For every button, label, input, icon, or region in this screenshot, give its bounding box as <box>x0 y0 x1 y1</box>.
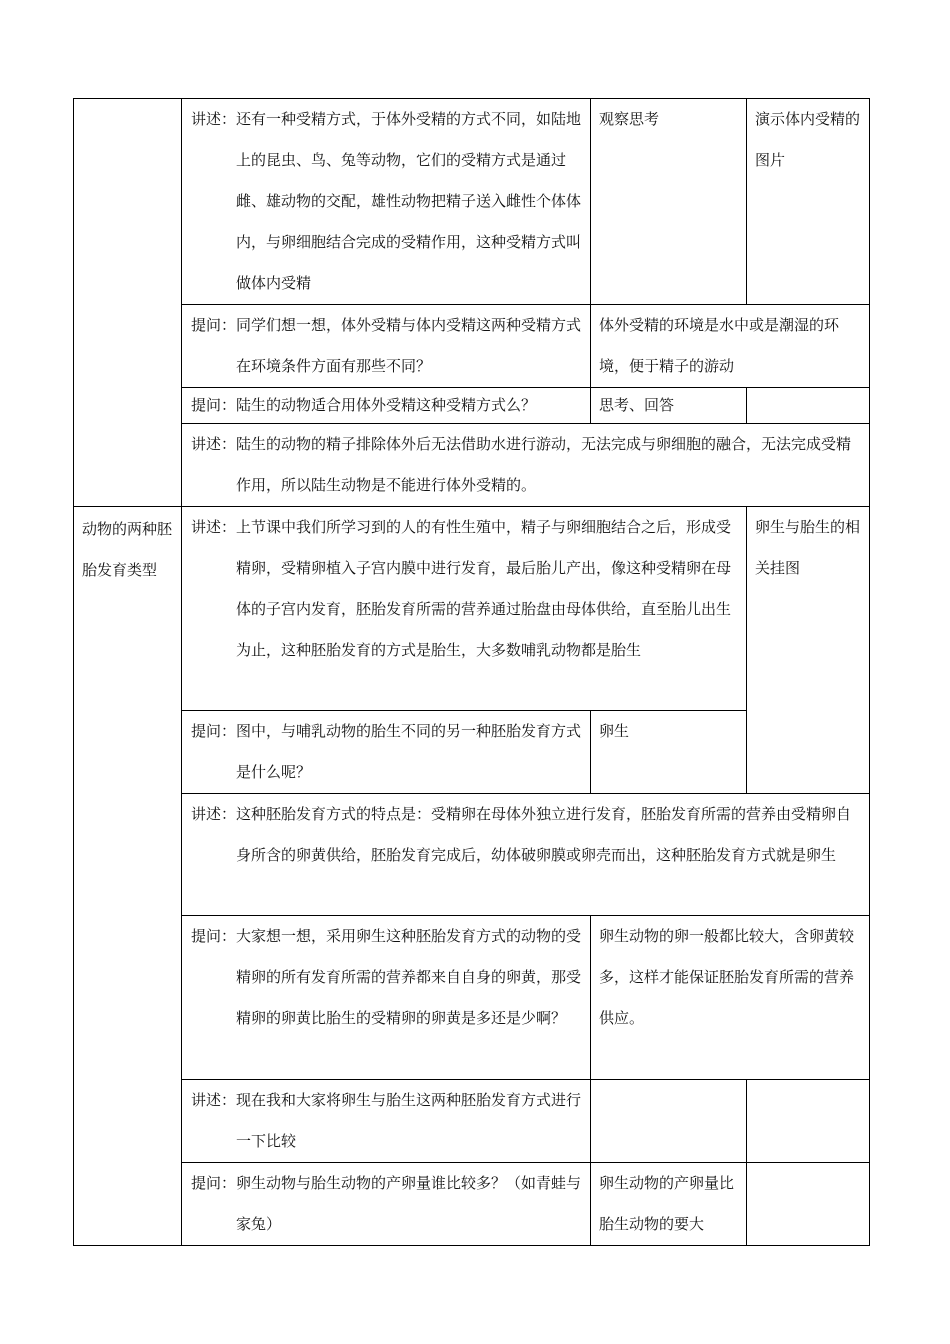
teacher-cell <box>182 424 870 507</box>
row-tag: 提问： <box>191 396 237 414</box>
media-cell <box>747 1163 870 1246</box>
table-row <box>74 507 870 711</box>
teacher-cell <box>182 1080 591 1163</box>
teacher-cell <box>182 305 591 388</box>
lesson-plan-table <box>73 98 870 1246</box>
teacher-cell <box>182 711 591 794</box>
teacher-text: 大家想一想，采用卵生这种胚胎发育方式的动物的受精卵的所有发育所需的营养都来自自身的卵黄，那受精卵的卵黄比胎生的受精卵的卵黄是多还是少啊？ <box>236 927 582 1027</box>
table-row <box>74 305 870 388</box>
student-cell: 观察思考 <box>591 99 747 305</box>
teacher-text: 图中，与哺乳动物的胎生不同的另一种胚胎发育方式是什么呢？ <box>236 722 582 781</box>
table-row <box>74 794 870 916</box>
student-cell: 卵生动物的产卵量比胎生动物的要大 <box>591 1163 747 1246</box>
table-row <box>74 1080 870 1163</box>
student-cell: 思考、回答 <box>591 388 747 424</box>
row-tag: 提问： <box>191 722 237 740</box>
teacher-cell <box>182 388 591 424</box>
row-tag: 提问： <box>191 1174 237 1192</box>
media-cell: 卵生与胎生的相关挂图 <box>747 507 870 794</box>
row-tag: 讲述： <box>191 1091 237 1109</box>
teacher-text: 这种胚胎发育方式的特点是：受精卵在母体外独立进行发育，胚胎发育所需的营养由受精卵自身所含的卵黄供给，胚胎发育完成后，幼体破卵膜或卵壳而出，这种胚胎发育方式就是卵生 <box>236 805 852 864</box>
topic-cell: 动物的两种胚胎发育类型 <box>74 507 182 1246</box>
media-cell <box>747 388 870 424</box>
row-tag: 讲述： <box>191 435 237 453</box>
student-cell <box>591 1080 747 1163</box>
row-tag: 提问： <box>191 316 237 334</box>
teacher-text: 上节课中我们所学习到的人的有性生殖中，精子与卵细胞结合之后，形成受精卵，受精卵植入子宫内膜中进行发育，最后胎儿产出，像这种受精卵在母体的子宫内发育，胚胎发育所需的营养通过胎盘由母体供给，直至胎儿出生为止，这种胚胎发育的方式是胎生，大多数哺乳动物都是胎生 <box>236 518 732 659</box>
teacher-cell <box>182 507 747 711</box>
teacher-text: 还有一种受精方式，于体外受精的方式不同，如陆地上的昆虫、鸟、兔等动物，它们的受精方式是通过雌、雄动物的交配，雄性动物把精子送入雌性个体体内，与卵细胞结合完成的受精作用，这种受精方式叫做体内受精 <box>236 110 582 292</box>
media-cell: 演示体内受精的图片 <box>747 99 870 305</box>
teacher-cell <box>182 916 591 1080</box>
teacher-text: 陆生的动物适合用体外受精这种受精方式么？ <box>236 396 537 414</box>
teacher-text: 陆生的动物的精子排除体外后无法借助水进行游动，无法完成与卵细胞的融合，无法完成受精作用，所以陆生动物是不能进行体外受精的。 <box>236 435 852 494</box>
teacher-cell <box>182 1163 591 1246</box>
teacher-cell <box>182 99 591 305</box>
table-row <box>74 424 870 507</box>
table-row <box>74 916 870 1080</box>
student-cell: 卵生动物的卵一般都比较大，含卵黄较多，这样才能保证胚胎发育所需的营养供应。 <box>591 916 870 1080</box>
row-tag: 提问： <box>191 927 237 945</box>
student-cell: 卵生 <box>591 711 747 794</box>
table-row <box>74 99 870 305</box>
teacher-text: 卵生动物与胎生动物的产卵量谁比较多？（如青蛙与家兔） <box>236 1174 582 1233</box>
table-row <box>74 388 870 424</box>
row-tag: 讲述： <box>191 805 237 823</box>
row-tag: 讲述： <box>191 110 237 128</box>
topic-cell <box>74 99 182 507</box>
student-cell: 体外受精的环境是水中或是潮湿的环境，便于精子的游动 <box>591 305 870 388</box>
table-row <box>74 1163 870 1246</box>
teacher-text: 同学们想一想，体外受精与体内受精这两种受精方式在环境条件方面有那些不同？ <box>236 316 582 375</box>
teacher-cell <box>182 794 870 916</box>
teacher-text: 现在我和大家将卵生与胎生这两种胚胎发育方式进行一下比较 <box>236 1091 582 1150</box>
media-cell <box>747 1080 870 1163</box>
row-tag: 讲述： <box>191 518 237 536</box>
